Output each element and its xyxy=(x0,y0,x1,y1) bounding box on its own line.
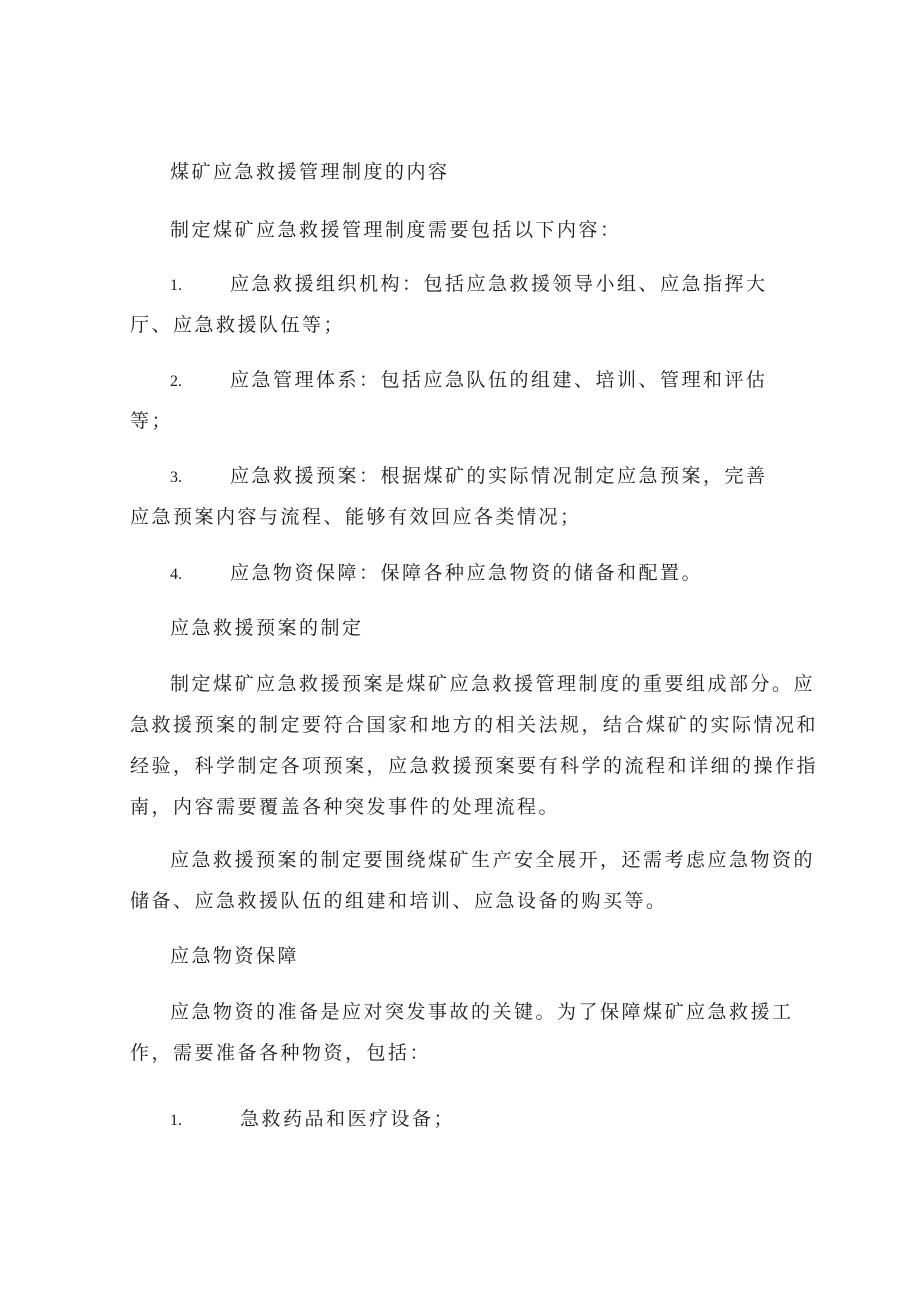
list-item-number: 3. xyxy=(170,469,182,486)
list-item-text-continued: 等； xyxy=(130,410,174,432)
paragraph-line: 南，内容需要覆盖各种突发事件的处理流程。 xyxy=(130,796,561,818)
list-item-number: 2. xyxy=(170,373,182,390)
paragraph-line: 应急救援预案的制定要围绕煤矿生产安全展开，还需考虑应急物资的 xyxy=(170,849,816,871)
list-item-text: 应急救援组织机构：包括应急救援领导小组、应急指挥大 xyxy=(230,273,768,295)
list-item-number: 4. xyxy=(170,566,182,583)
list-item-text-continued: 应急预案内容与流程、能够有效回应各类情况； xyxy=(130,506,582,528)
paragraph-line: 经验，科学制定各项预案，应急救援预案要有科学的流程和详细的操作指 xyxy=(130,755,819,777)
intro-paragraph: 制定煤矿应急救援管理制度需要包括以下内容： xyxy=(170,219,622,241)
list-item-text: 应急物资保障：保障各种应急物资的储备和配置。 xyxy=(230,562,704,584)
list-item-text-continued: 厅、应急救援队伍等； xyxy=(130,314,346,336)
paragraph-line: 储备、应急救援队伍的组建和培训、应急设备的购买等。 xyxy=(130,890,668,912)
heading-supplies: 应急物资保障 xyxy=(170,945,300,967)
paragraph-line: 急救援预案的制定要符合国家和地方的相关法规，结合煤矿的实际情况和 xyxy=(130,714,819,736)
list-item-text: 应急管理体系：包括应急队伍的组建、培训、管理和评估 xyxy=(230,369,768,391)
paragraph-line: 制定煤矿应急救援预案是煤矿应急救援管理制度的重要组成部分。应 xyxy=(170,673,816,695)
list-item-number: 1. xyxy=(170,1112,182,1129)
paragraph-line: 应急物资的准备是应对突发事故的关键。为了保障煤矿应急救援工 xyxy=(170,1001,794,1023)
list-item-number: 1. xyxy=(170,277,182,294)
heading-contents: 煤矿应急救援管理制度的内容 xyxy=(170,161,450,183)
paragraph-line: 作，需要准备各种物资，包括： xyxy=(130,1042,432,1064)
list-item-text: 应急救援预案：根据煤矿的实际情况制定应急预案，完善 xyxy=(230,465,768,487)
heading-plan-formulation: 应急救援预案的制定 xyxy=(170,617,364,639)
list-item-text: 急救药品和医疗设备； xyxy=(240,1108,456,1130)
